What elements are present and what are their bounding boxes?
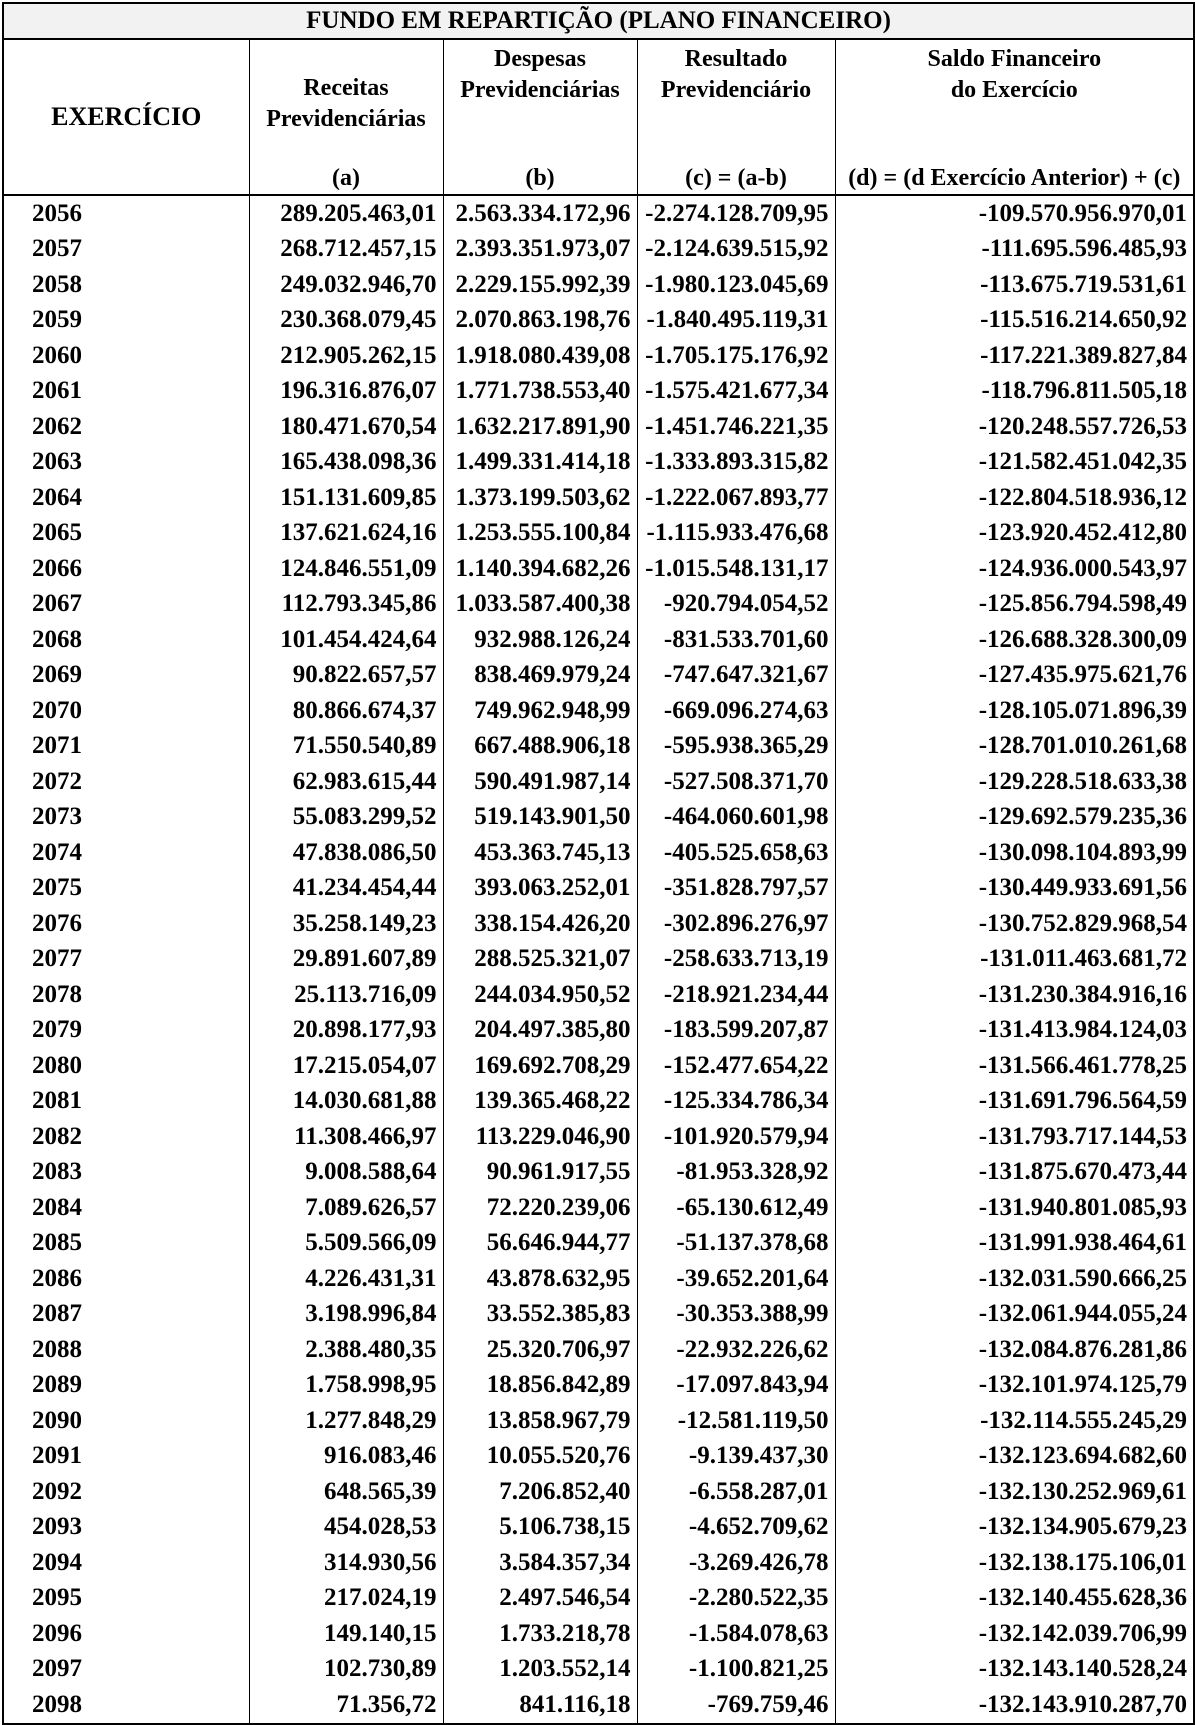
- cell-saldo: -132.084.876.281,86: [835, 1332, 1194, 1368]
- cell-exercicio: 2070: [3, 693, 249, 729]
- cell-saldo: -131.691.796.564,59: [835, 1084, 1194, 1120]
- subheader-empty: [3, 162, 249, 195]
- cell-exercicio: 2083: [3, 1155, 249, 1191]
- cell-resultado: -1.100.821,25: [637, 1652, 835, 1688]
- cell-despesas: 7.206.852,40: [443, 1474, 637, 1510]
- cell-despesas: 5.106.738,15: [443, 1510, 637, 1546]
- cell-saldo: -126.688.328.300,09: [835, 622, 1194, 658]
- cell-receitas: 230.368.079,45: [249, 303, 443, 339]
- cell-resultado: -1.575.421.677,34: [637, 374, 835, 410]
- table-row: [3, 267, 1194, 303]
- cell-despesas: 2.070.863.198,76: [443, 303, 637, 339]
- cell-despesas: 838.469.979,24: [443, 658, 637, 694]
- cell-saldo: -132.142.039.706,99: [835, 1616, 1194, 1652]
- header-resultado: [637, 39, 835, 162]
- cell-receitas: 1.277.848,29: [249, 1403, 443, 1439]
- cell-despesas: 43.878.632,95: [443, 1261, 637, 1297]
- cell-resultado: -595.938.365,29: [637, 729, 835, 765]
- cell-exercicio: 2076: [3, 906, 249, 942]
- table-row: [3, 693, 1194, 729]
- cell-exercicio: 2078: [3, 977, 249, 1013]
- fundo-reparticao-table: [2, 2, 1195, 1725]
- cell-saldo: -131.011.463.681,72: [835, 942, 1194, 978]
- cell-despesas: 13.858.967,79: [443, 1403, 637, 1439]
- cell-despesas: 453.363.745,13: [443, 835, 637, 871]
- cell-exercicio: 2089: [3, 1368, 249, 1404]
- table-row: [3, 445, 1194, 481]
- cell-saldo: -132.114.555.245,29: [835, 1403, 1194, 1439]
- cell-receitas: 137.621.624,16: [249, 516, 443, 552]
- cell-despesas: 841.116,18: [443, 1687, 637, 1724]
- cell-receitas: 80.866.674,37: [249, 693, 443, 729]
- cell-receitas: 55.083.299,52: [249, 800, 443, 836]
- table-row: [3, 658, 1194, 694]
- cell-exercicio: 2093: [3, 1510, 249, 1546]
- cell-resultado: -831.533.701,60: [637, 622, 835, 658]
- table-row: [3, 871, 1194, 907]
- cell-despesas: 519.143.901,50: [443, 800, 637, 836]
- cell-despesas: 1.253.555.100,84: [443, 516, 637, 552]
- cell-saldo: -131.940.801.085,93: [835, 1190, 1194, 1226]
- cell-exercicio: 2085: [3, 1226, 249, 1262]
- cell-receitas: 289.205.463,01: [249, 195, 443, 232]
- cell-despesas: 204.497.385,80: [443, 1013, 637, 1049]
- cell-exercicio: 2060: [3, 338, 249, 374]
- cell-resultado: -125.334.786,34: [637, 1084, 835, 1120]
- cell-resultado: -1.584.078,63: [637, 1616, 835, 1652]
- cell-resultado: -51.137.378,68: [637, 1226, 835, 1262]
- cell-receitas: 916.083,46: [249, 1439, 443, 1475]
- cell-saldo: -132.130.252.969,61: [835, 1474, 1194, 1510]
- cell-receitas: 1.758.998,95: [249, 1368, 443, 1404]
- cell-exercicio: 2087: [3, 1297, 249, 1333]
- table-row: [3, 906, 1194, 942]
- cell-despesas: 2.393.351.973,07: [443, 232, 637, 268]
- cell-exercicio: 2073: [3, 800, 249, 836]
- header-despesas-line2: Previdenciárias: [460, 77, 620, 103]
- cell-resultado: -669.096.274,63: [637, 693, 835, 729]
- cell-resultado: -405.525.658,63: [637, 835, 835, 871]
- table-row: [3, 587, 1194, 623]
- cell-resultado: -218.921.234,44: [637, 977, 835, 1013]
- cell-receitas: 47.838.086,50: [249, 835, 443, 871]
- cell-resultado: -65.130.612,49: [637, 1190, 835, 1226]
- cell-resultado: -920.794.054,52: [637, 587, 835, 623]
- cell-receitas: 102.730,89: [249, 1652, 443, 1688]
- cell-exercicio: 2058: [3, 267, 249, 303]
- cell-saldo: -131.413.984.124,03: [835, 1013, 1194, 1049]
- cell-despesas: 338.154.426,20: [443, 906, 637, 942]
- table-row: [3, 729, 1194, 765]
- table-row: [3, 1403, 1194, 1439]
- cell-exercicio: 2095: [3, 1581, 249, 1617]
- cell-exercicio: 2059: [3, 303, 249, 339]
- cell-saldo: -132.140.455.628,36: [835, 1581, 1194, 1617]
- cell-despesas: 244.034.950,52: [443, 977, 637, 1013]
- table-row: [3, 374, 1194, 410]
- cell-exercicio: 2096: [3, 1616, 249, 1652]
- cell-despesas: 33.552.385,83: [443, 1297, 637, 1333]
- table-row: [3, 1084, 1194, 1120]
- cell-despesas: 113.229.046,90: [443, 1119, 637, 1155]
- cell-exercicio: 2069: [3, 658, 249, 694]
- table-title: FUNDO EM REPARTIÇÃO (PLANO FINANCEIRO): [3, 3, 1194, 39]
- cell-resultado: -351.828.797,57: [637, 871, 835, 907]
- cell-receitas: 180.471.670,54: [249, 409, 443, 445]
- cell-resultado: -1.840.495.119,31: [637, 303, 835, 339]
- cell-saldo: -129.228.518.633,38: [835, 764, 1194, 800]
- table-row: [3, 1368, 1194, 1404]
- cell-resultado: -1.451.746.221,35: [637, 409, 835, 445]
- cell-despesas: 139.365.468,22: [443, 1084, 637, 1120]
- table-row: [3, 1332, 1194, 1368]
- header-resultado-line2: Previdenciário: [660, 77, 812, 103]
- cell-saldo: -122.804.518.936,12: [835, 480, 1194, 516]
- cell-saldo: -131.991.938.464,61: [835, 1226, 1194, 1262]
- cell-resultado: -30.353.388,99: [637, 1297, 835, 1333]
- table-row: [3, 1297, 1194, 1333]
- table-row: [3, 195, 1194, 232]
- table-row: [3, 942, 1194, 978]
- table-row: [3, 1545, 1194, 1581]
- cell-exercicio: 2057: [3, 232, 249, 268]
- cell-resultado: -464.060.601,98: [637, 800, 835, 836]
- cell-exercicio: 2079: [3, 1013, 249, 1049]
- cell-resultado: -1.333.893.315,82: [637, 445, 835, 481]
- cell-receitas: 5.509.566,09: [249, 1226, 443, 1262]
- cell-saldo: -117.221.389.827,84: [835, 338, 1194, 374]
- cell-saldo: -132.143.910.287,70: [835, 1687, 1194, 1724]
- table-row: [3, 551, 1194, 587]
- cell-despesas: 1.632.217.891,90: [443, 409, 637, 445]
- cell-despesas: 749.962.948,99: [443, 693, 637, 729]
- cell-receitas: 212.905.262,15: [249, 338, 443, 374]
- cell-receitas: 217.024,19: [249, 1581, 443, 1617]
- cell-resultado: -183.599.207,87: [637, 1013, 835, 1049]
- table-row: [3, 835, 1194, 871]
- cell-exercicio: 2063: [3, 445, 249, 481]
- cell-exercicio: 2062: [3, 409, 249, 445]
- table-row: [3, 1013, 1194, 1049]
- table-row: [3, 409, 1194, 445]
- cell-receitas: 196.316.876,07: [249, 374, 443, 410]
- table-row: [3, 480, 1194, 516]
- table-row: [3, 764, 1194, 800]
- table-row: [3, 1226, 1194, 1262]
- cell-despesas: 72.220.239,06: [443, 1190, 637, 1226]
- cell-saldo: -109.570.956.970,01: [835, 195, 1194, 232]
- cell-despesas: 90.961.917,55: [443, 1155, 637, 1191]
- cell-resultado: -9.139.437,30: [637, 1439, 835, 1475]
- cell-saldo: -111.695.596.485,93: [835, 232, 1194, 268]
- cell-resultado: -12.581.119,50: [637, 1403, 835, 1439]
- header-receitas-line1: Receitas: [303, 75, 389, 101]
- cell-receitas: 71.550.540,89: [249, 729, 443, 765]
- cell-despesas: 18.856.842,89: [443, 1368, 637, 1404]
- cell-exercicio: 2061: [3, 374, 249, 410]
- cell-despesas: 1.499.331.414,18: [443, 445, 637, 481]
- cell-exercicio: 2091: [3, 1439, 249, 1475]
- cell-despesas: 1.140.394.682,26: [443, 551, 637, 587]
- table-row: [3, 800, 1194, 836]
- cell-exercicio: 2094: [3, 1545, 249, 1581]
- cell-receitas: 112.793.345,86: [249, 587, 443, 623]
- cell-saldo: -130.098.104.893,99: [835, 835, 1194, 871]
- table-body: [3, 195, 1194, 1724]
- table-row: [3, 1687, 1194, 1724]
- cell-despesas: 169.692.708,29: [443, 1048, 637, 1084]
- table-row: [3, 303, 1194, 339]
- cell-exercicio: 2065: [3, 516, 249, 552]
- cell-despesas: 2.497.546,54: [443, 1581, 637, 1617]
- cell-saldo: -130.752.829.968,54: [835, 906, 1194, 942]
- cell-despesas: 1.373.199.503,62: [443, 480, 637, 516]
- cell-saldo: -115.516.214.650,92: [835, 303, 1194, 339]
- cell-receitas: 11.308.466,97: [249, 1119, 443, 1155]
- cell-despesas: 590.491.987,14: [443, 764, 637, 800]
- cell-despesas: 1.733.218,78: [443, 1616, 637, 1652]
- table-row: [3, 1439, 1194, 1475]
- cell-receitas: 41.234.454,44: [249, 871, 443, 907]
- cell-saldo: -131.566.461.778,25: [835, 1048, 1194, 1084]
- cell-saldo: -130.449.933.691,56: [835, 871, 1194, 907]
- subheader-b: (b): [443, 162, 637, 195]
- cell-resultado: -3.269.426,78: [637, 1545, 835, 1581]
- cell-exercicio: 2064: [3, 480, 249, 516]
- cell-saldo: -128.701.010.261,68: [835, 729, 1194, 765]
- table-row: [3, 1190, 1194, 1226]
- cell-despesas: 1.771.738.553,40: [443, 374, 637, 410]
- cell-receitas: 249.032.946,70: [249, 267, 443, 303]
- cell-exercicio: 2066: [3, 551, 249, 587]
- table-row: [3, 1119, 1194, 1155]
- cell-saldo: -118.796.811.505,18: [835, 374, 1194, 410]
- cell-despesas: 1.918.080.439,08: [443, 338, 637, 374]
- cell-resultado: -527.508.371,70: [637, 764, 835, 800]
- cell-exercicio: 2086: [3, 1261, 249, 1297]
- table-row: [3, 232, 1194, 268]
- cell-receitas: 90.822.657,57: [249, 658, 443, 694]
- cell-resultado: -747.647.321,67: [637, 658, 835, 694]
- cell-receitas: 165.438.098,36: [249, 445, 443, 481]
- cell-resultado: -769.759,46: [637, 1687, 835, 1724]
- header-exercicio: EXERCÍCIO: [3, 39, 249, 162]
- cell-receitas: 25.113.716,09: [249, 977, 443, 1013]
- cell-resultado: -22.932.226,62: [637, 1332, 835, 1368]
- cell-saldo: -132.123.694.682,60: [835, 1439, 1194, 1475]
- cell-receitas: 151.131.609,85: [249, 480, 443, 516]
- cell-exercicio: 2077: [3, 942, 249, 978]
- cell-despesas: 25.320.706,97: [443, 1332, 637, 1368]
- table-row: [3, 1155, 1194, 1191]
- cell-receitas: 7.089.626,57: [249, 1190, 443, 1226]
- cell-receitas: 4.226.431,31: [249, 1261, 443, 1297]
- cell-resultado: -2.124.639.515,92: [637, 232, 835, 268]
- cell-despesas: 288.525.321,07: [443, 942, 637, 978]
- header-resultado-line1: Resultado: [684, 46, 788, 72]
- cell-receitas: 20.898.177,93: [249, 1013, 443, 1049]
- cell-saldo: -132.061.944.055,24: [835, 1297, 1194, 1333]
- table-row: [3, 1510, 1194, 1546]
- cell-receitas: 35.258.149,23: [249, 906, 443, 942]
- cell-exercicio: 2067: [3, 587, 249, 623]
- cell-resultado: -1.705.175.176,92: [637, 338, 835, 374]
- cell-saldo: -120.248.557.726,53: [835, 409, 1194, 445]
- cell-saldo: -132.134.905.679,23: [835, 1510, 1194, 1546]
- cell-receitas: 314.930,56: [249, 1545, 443, 1581]
- cell-resultado: -258.633.713,19: [637, 942, 835, 978]
- cell-resultado: -152.477.654,22: [637, 1048, 835, 1084]
- cell-despesas: 667.488.906,18: [443, 729, 637, 765]
- cell-saldo: -113.675.719.531,61: [835, 267, 1194, 303]
- cell-receitas: 29.891.607,89: [249, 942, 443, 978]
- cell-receitas: 14.030.681,88: [249, 1084, 443, 1120]
- table-row: [3, 977, 1194, 1013]
- cell-saldo: -121.582.451.042,35: [835, 445, 1194, 481]
- cell-receitas: 17.215.054,07: [249, 1048, 443, 1084]
- header-saldo-line2: do Exercício: [950, 77, 1078, 103]
- header-receitas: [249, 39, 443, 162]
- header-receitas-line2: Previdenciárias: [266, 106, 426, 132]
- cell-exercicio: 2090: [3, 1403, 249, 1439]
- table-row: [3, 1652, 1194, 1688]
- table-row: [3, 1048, 1194, 1084]
- table-row: [3, 622, 1194, 658]
- cell-resultado: -1.980.123.045,69: [637, 267, 835, 303]
- cell-saldo: -129.692.579.235,36: [835, 800, 1194, 836]
- cell-resultado: -101.920.579,94: [637, 1119, 835, 1155]
- cell-saldo: -131.230.384.916,16: [835, 977, 1194, 1013]
- table-row: [3, 1616, 1194, 1652]
- cell-exercicio: 2092: [3, 1474, 249, 1510]
- cell-exercicio: 2080: [3, 1048, 249, 1084]
- cell-receitas: 62.983.615,44: [249, 764, 443, 800]
- cell-exercicio: 2088: [3, 1332, 249, 1368]
- cell-despesas: 932.988.126,24: [443, 622, 637, 658]
- cell-receitas: 9.008.588,64: [249, 1155, 443, 1191]
- cell-saldo: -132.138.175.106,01: [835, 1545, 1194, 1581]
- header-saldo-line1: Saldo Financeiro: [927, 46, 1102, 72]
- cell-saldo: -128.105.071.896,39: [835, 693, 1194, 729]
- cell-exercicio: 2068: [3, 622, 249, 658]
- cell-saldo: -131.875.670.473,44: [835, 1155, 1194, 1191]
- cell-receitas: 124.846.551,09: [249, 551, 443, 587]
- cell-receitas: 648.565,39: [249, 1474, 443, 1510]
- table-row: [3, 1261, 1194, 1297]
- table-row: [3, 1581, 1194, 1617]
- cell-resultado: -81.953.328,92: [637, 1155, 835, 1191]
- header-saldo: [835, 39, 1194, 162]
- cell-despesas: 2.229.155.992,39: [443, 267, 637, 303]
- subheader-c: (c) = (a-b): [637, 162, 835, 195]
- cell-resultado: -1.115.933.476,68: [637, 516, 835, 552]
- cell-receitas: 3.198.996,84: [249, 1297, 443, 1333]
- cell-despesas: 56.646.944,77: [443, 1226, 637, 1262]
- cell-saldo: -132.031.590.666,25: [835, 1261, 1194, 1297]
- cell-despesas: 393.063.252,01: [443, 871, 637, 907]
- cell-resultado: -6.558.287,01: [637, 1474, 835, 1510]
- cell-exercicio: 2071: [3, 729, 249, 765]
- cell-saldo: -124.936.000.543,97: [835, 551, 1194, 587]
- cell-despesas: 1.203.552,14: [443, 1652, 637, 1688]
- cell-despesas: 2.563.334.172,96: [443, 195, 637, 232]
- header-despesas: [443, 39, 637, 162]
- header-despesas-line1: Despesas: [493, 46, 586, 72]
- cell-resultado: -302.896.276,97: [637, 906, 835, 942]
- subheader-d: (d) = (d Exercício Anterior) + (c): [835, 162, 1194, 195]
- cell-saldo: -127.435.975.621,76: [835, 658, 1194, 694]
- cell-receitas: 454.028,53: [249, 1510, 443, 1546]
- cell-receitas: 268.712.457,15: [249, 232, 443, 268]
- cell-exercicio: 2075: [3, 871, 249, 907]
- cell-resultado: -1.222.067.893,77: [637, 480, 835, 516]
- cell-exercicio: 2082: [3, 1119, 249, 1155]
- cell-despesas: 10.055.520,76: [443, 1439, 637, 1475]
- cell-resultado: -17.097.843,94: [637, 1368, 835, 1404]
- cell-receitas: 71.356,72: [249, 1687, 443, 1724]
- cell-despesas: 3.584.357,34: [443, 1545, 637, 1581]
- cell-despesas: 1.033.587.400,38: [443, 587, 637, 623]
- cell-saldo: -132.101.974.125,79: [835, 1368, 1194, 1404]
- cell-resultado: -4.652.709,62: [637, 1510, 835, 1546]
- table-row: [3, 1474, 1194, 1510]
- cell-resultado: -1.015.548.131,17: [637, 551, 835, 587]
- cell-receitas: 149.140,15: [249, 1616, 443, 1652]
- table-row: [3, 516, 1194, 552]
- cell-exercicio: 2056: [3, 195, 249, 232]
- cell-resultado: -2.274.128.709,95: [637, 195, 835, 232]
- cell-resultado: -2.280.522,35: [637, 1581, 835, 1617]
- table-row: [3, 338, 1194, 374]
- cell-exercicio: 2081: [3, 1084, 249, 1120]
- cell-exercicio: 2098: [3, 1687, 249, 1724]
- cell-saldo: -132.143.140.528,24: [835, 1652, 1194, 1688]
- cell-exercicio: 2072: [3, 764, 249, 800]
- cell-receitas: 101.454.424,64: [249, 622, 443, 658]
- cell-saldo: -131.793.717.144,53: [835, 1119, 1194, 1155]
- cell-resultado: -39.652.201,64: [637, 1261, 835, 1297]
- cell-receitas: 2.388.480,35: [249, 1332, 443, 1368]
- subheader-a: (a): [249, 162, 443, 195]
- cell-exercicio: 2074: [3, 835, 249, 871]
- cell-saldo: -123.920.452.412,80: [835, 516, 1194, 552]
- cell-exercicio: 2097: [3, 1652, 249, 1688]
- cell-saldo: -125.856.794.598,49: [835, 587, 1194, 623]
- cell-exercicio: 2084: [3, 1190, 249, 1226]
